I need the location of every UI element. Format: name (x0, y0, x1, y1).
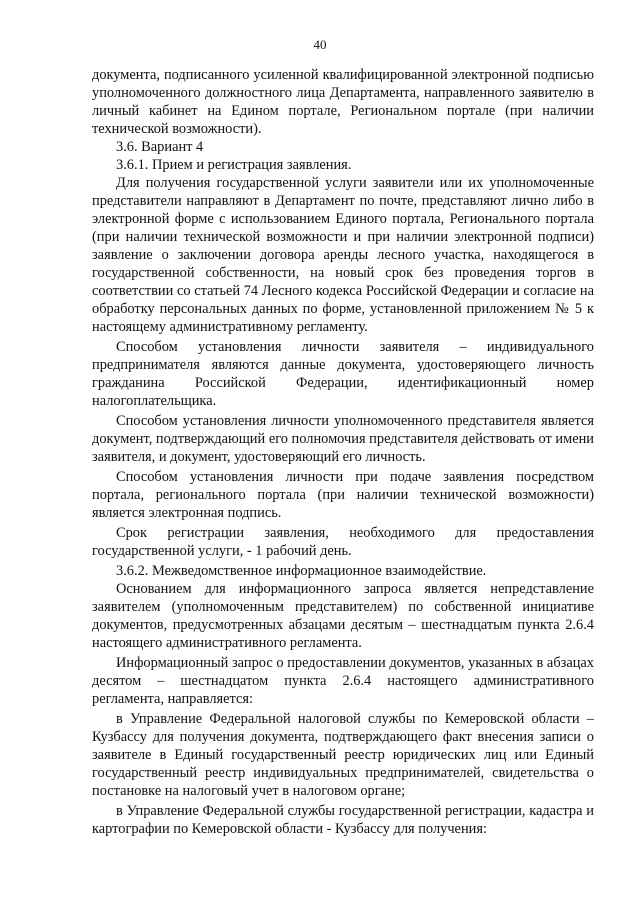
paragraph-registration-term: Срок регистрации заявления, необходимого для предоставления государственной услуги, - 1 рабочий день. (92, 525, 594, 559)
paragraph-tax-service: в Управление Федеральной налоговой службы по Кемеровской области – Кузбассу для получения документа, подтверждающего факт внесения записи о заявителе в Единый государственный реестр юридических лиц или Единый государственный реестр индивидуальных предпринимателей, свидетельства о постановке на налоговый учет в налоговом органе; (92, 711, 594, 799)
paragraph-identity-entrepreneur: Способом установления личности заявителя – индивидуального предпринимателя являются данные документа, удостоверяющего личность гражданина Российской Федерации, идентификационный номер налогоплательщика. (92, 339, 594, 409)
paragraph-application-submission: Для получения государственной услуги заявители или их уполномоченные представители направляют в Департамент по почте, представляют лично либо в электронной форме с использованием Единого портала, Регионального портала (при наличии технической возможности и при наличии электронной подписи) заявление о заключении договора аренды лесного участка, находящегося в государственной собственности, на новый срок без проведения торгов в соответствии со статьей 74 Лесного кодекса Российской Федерации и согласие на обработку персональных данных по форме, установленной приложением № 5 к настоящему административному регламенту. (92, 175, 594, 335)
paragraph-identity-representative: Способом установления личности уполномоченного представителя является документ, подтверждающий его полномочия представителя действовать от имени заявителя, и документ, удостоверяющий его личность. (92, 413, 594, 465)
paragraph-identity-portal: Способом установления личности при подаче заявления посредством портала, регионального портала (при наличии технической возможности) является электронная подпись. (92, 469, 594, 521)
subsection-heading-interagency: 3.6.2. Межведомственное информационное взаимодействие. (116, 563, 487, 579)
paragraph-request-destination: Информационный запрос о предоставлении документов, указанных в абзацах десятом – шестнадцатом пункта 2.6.4 настоящего административного регламента, направляется: (92, 655, 594, 707)
subsection-heading-reception: 3.6.1. Прием и регистрация заявления. (116, 157, 352, 173)
paragraph-registration-service: в Управление Федеральной службы государственной регистрации, кадастра и картографии по Кемеровской области - Кузбассу для получения: (92, 803, 594, 837)
paragraph-continuation: документа, подписанного усиленной квалифицированной электронной подписью уполномоченного должностного лица Департамента, направленного заявителю в личный кабинет на Едином портале, Региональном портале (при наличии технической возможности). (92, 67, 594, 137)
page-number: 40 (313, 37, 327, 52)
section-heading-variant-4: 3.6. Вариант 4 (116, 139, 204, 155)
document-body (92, 66, 594, 838)
paragraph-request-basis: Основанием для информационного запроса является непредставление заявителем (уполномоченным представителем) по собственной инициативе документов, предусмотренных абзацами десятым – шестнадцатым пункта 2.6.4 настоящего административного регламента. (92, 581, 594, 651)
